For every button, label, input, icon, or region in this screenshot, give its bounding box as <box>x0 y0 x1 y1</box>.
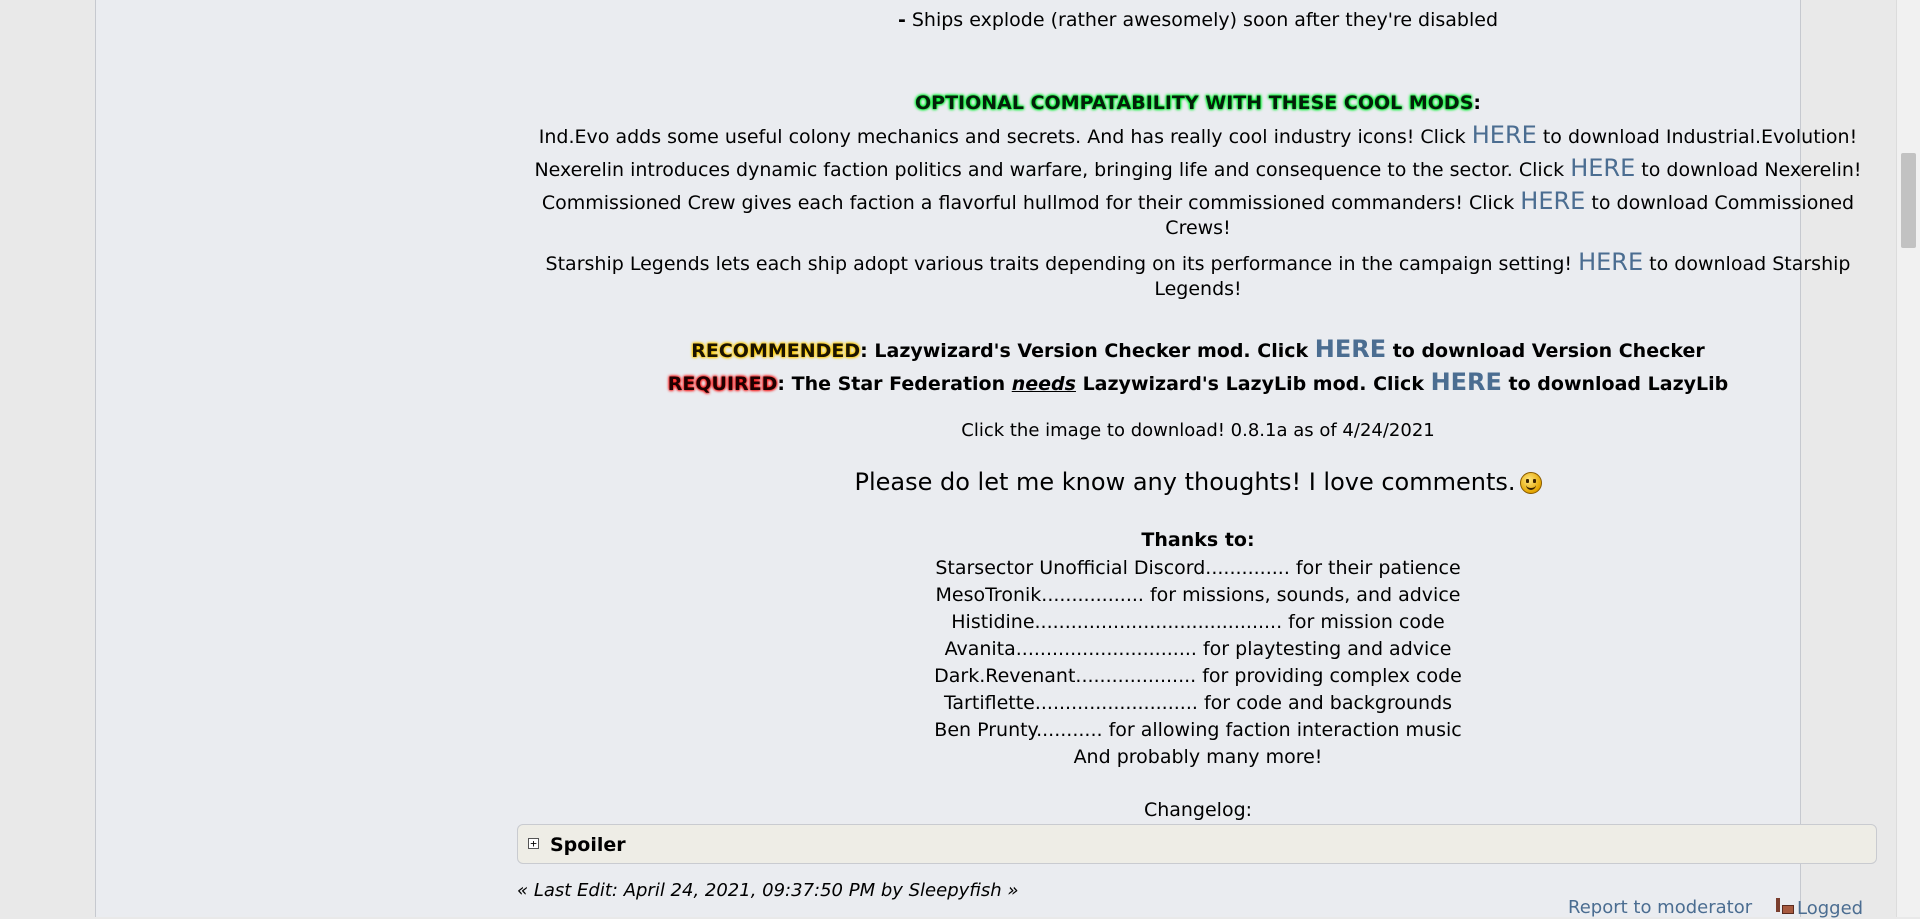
required-emphasis: needs <box>1011 373 1076 395</box>
commissioned-crews-download-link[interactable]: HERE <box>1520 187 1586 215</box>
spoiler-expand-icon[interactable]: + <box>528 838 539 849</box>
mod-line-indevo <box>517 121 1879 149</box>
feature-bullet: - <box>897 9 906 31</box>
changelog-label: Changelog: <box>1143 799 1253 821</box>
starship-legends-download-link[interactable]: HERE <box>1578 248 1644 276</box>
required-text: to download LazyLib <box>1501 373 1729 395</box>
spoiler-box[interactable] <box>517 824 1877 864</box>
mod-text: Crews! <box>1165 217 1231 239</box>
mod-line-starship-legends <box>517 248 1879 276</box>
recommended-text: : Lazywizard's Version Checker mod. Click <box>860 340 1315 362</box>
vertical-scrollbar[interactable] <box>1896 0 1920 917</box>
feature-line <box>517 9 1879 31</box>
thanks-item: MesoTronik................. for missions, sounds, and advice <box>935 584 1461 606</box>
thanks-heading: Thanks to: <box>1141 529 1255 551</box>
mod-text: to download Commissioned <box>1585 192 1855 214</box>
thanks-item: Histidine......................................... for mission code <box>951 611 1445 633</box>
download-note[interactable]: Click the image to download! 0.8.1a as of 4/24/2021 <box>961 420 1435 441</box>
thanks-item: And probably many more! <box>1073 746 1323 768</box>
version-checker-download-link[interactable]: HERE <box>1314 335 1387 363</box>
mod-text: Starship Legends lets each ship adopt various traits depending on its performance in the campaign setting! <box>545 253 1579 275</box>
thanks-item: Ben Prunty........... for allowing faction interaction music <box>934 719 1462 741</box>
mod-text: Legends! <box>1154 278 1242 300</box>
smiley-icon <box>1520 472 1542 494</box>
thanks-item: Starsector Unofficial Discord.............. for their patience <box>935 557 1461 579</box>
nexerelin-download-link[interactable]: HERE <box>1570 154 1636 182</box>
mod-line-starship-legends-2 <box>517 278 1879 300</box>
last-edit: « Last Edit: April 24, 2021, 09:37:50 PM by Sleepyfish » <box>517 880 1019 901</box>
thanks-item: Tartiflette........................... for code and backgrounds <box>943 692 1453 714</box>
mod-text: Commissioned Crew gives each faction a flavorful hullmod for their commissioned commanders! Click <box>541 192 1521 214</box>
page-wrap <box>95 0 1864 919</box>
thanks-item: Dark.Revenant.................... for providing complex code <box>934 665 1462 687</box>
optional-heading-line <box>517 92 1879 114</box>
spoiler-label[interactable]: Spoiler <box>550 834 626 856</box>
indevo-download-link[interactable]: HERE <box>1471 121 1537 149</box>
mod-line-nexerelin <box>517 154 1879 182</box>
logged-label: Logged <box>1797 898 1864 919</box>
required-tag: REQUIRED <box>667 373 778 395</box>
recommended-tag: RECOMMENDED <box>691 340 861 362</box>
thanks-item: Avanita.............................. for playtesting and advice <box>944 638 1452 660</box>
logged-status <box>1774 897 1863 919</box>
optional-heading-colon: : <box>1473 92 1481 114</box>
scrollbar-thumb[interactable] <box>1901 153 1916 248</box>
required-line <box>517 368 1879 396</box>
required-text: : The Star Federation <box>777 373 1012 395</box>
mod-text: to download Nexerelin! <box>1635 159 1862 181</box>
report-to-moderator-link[interactable]: Report to moderator <box>1568 897 1753 918</box>
ip-logged-icon <box>1774 897 1794 915</box>
mod-text: to download Starship <box>1643 253 1851 275</box>
required-text: Lazywizard's LazyLib mod. Click <box>1075 373 1431 395</box>
recommended-line <box>517 335 1879 363</box>
mod-text: Ind.Evo adds some useful colony mechanics and secrets. And has really cool industry icons! Click <box>538 126 1472 148</box>
post-body <box>517 0 1879 917</box>
comment-request: Please do let me know any thoughts! I love comments. <box>854 468 1516 496</box>
feature-text: Ships explode (rather awesomely) soon after they're disabled <box>911 9 1499 31</box>
optional-heading: OPTIONAL COMPATABILITY WITH THESE COOL MODS <box>915 92 1474 114</box>
mod-text: to download Industrial.Evolution! <box>1536 126 1858 148</box>
mod-line-commissioned-crews <box>517 187 1879 215</box>
comment-request-line <box>517 468 1879 496</box>
mod-text: Nexerelin introduces dynamic faction politics and warfare, bringing life and consequence to the sector. Click <box>534 159 1571 181</box>
lazylib-download-link[interactable]: HERE <box>1430 368 1502 396</box>
recommended-text: to download Version Checker <box>1386 340 1705 362</box>
mod-line-commissioned-crews-2 <box>517 217 1879 239</box>
